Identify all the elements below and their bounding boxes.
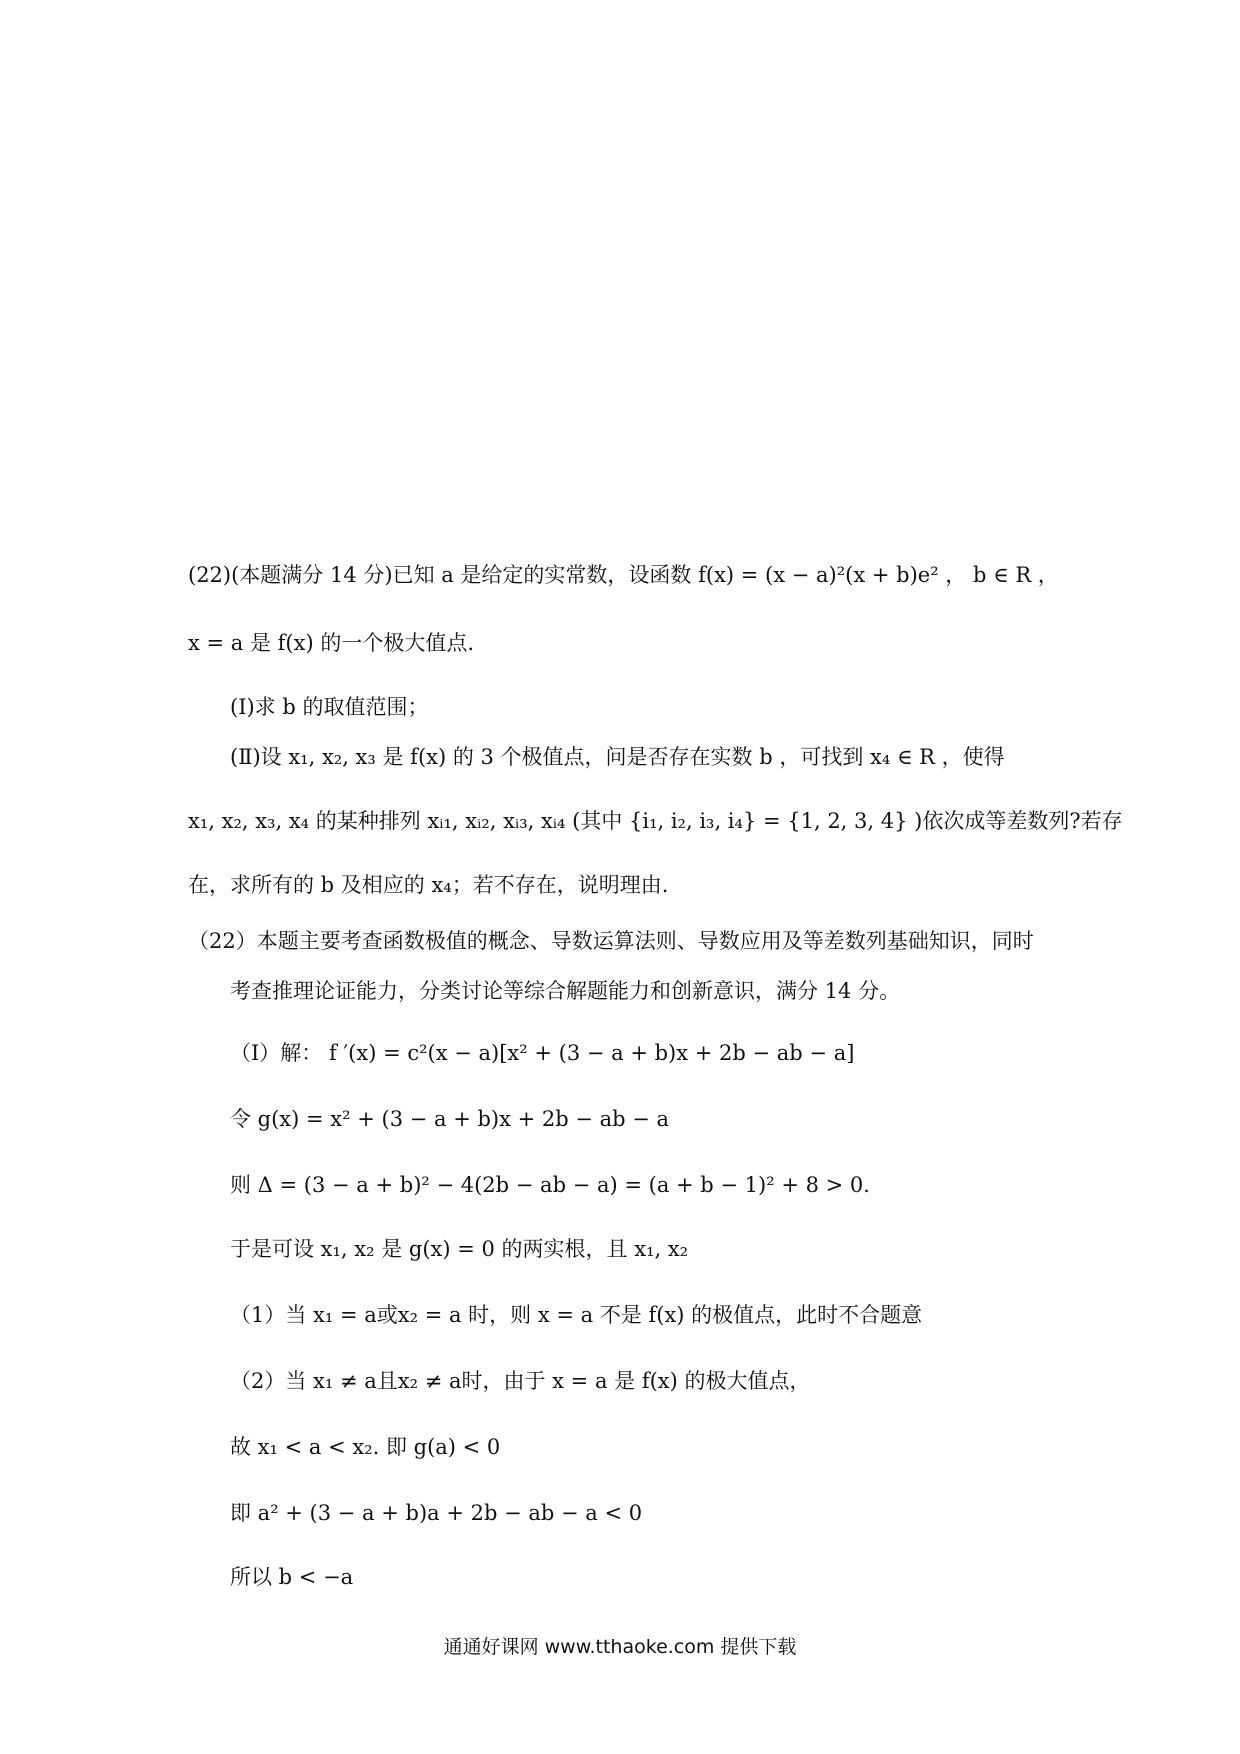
solution-intro-line-2: 考查推理论证能力，分类讨论等综合解题能力和创新意识，满分 14 分。 <box>230 979 901 1003</box>
solution-step-2: 令 g(x) = x² + (3 − a + b)x + 2b − ab − a <box>230 1107 670 1131</box>
solution-step-4: 于是可设 x₁, x₂ 是 g(x) = 0 的两实根，且 x₁, x₂ <box>230 1237 689 1261</box>
solution-step-3: 则 Δ = (3 − a + b)² − 4(2b − ab − a) = (a + b − 1)² + 8 > 0. <box>230 1173 870 1197</box>
solution-step-9: 所以 b < −a <box>230 1565 354 1589</box>
problem-part-2-line-3: 在，求所有的 b 及相应的 x₄；若不存在，说明理由. <box>188 873 669 897</box>
problem-part-2-line-2: x₁, x₂, x₃, x₄ 的某种排列 xᵢ₁, xᵢ₂, xᵢ₃, xᵢ₄ (其中 {i₁, i₂, i₃, i₄} = {1, 2, 3, 4} )依次成等差数列?若存 <box>188 809 1123 833</box>
problem-part-1: (Ⅰ)求 b 的取值范围； <box>230 695 429 719</box>
footer-credit: 通通好课网 www.tthaoke.com 提供下载 <box>443 1636 797 1658</box>
solution-step-5: （1）当 x₁ = a或x₂ = a 时，则 x = a 不是 f(x) 的极值点，此时不合题意 <box>230 1303 923 1327</box>
solution-intro-line-1: （22）本题主要考查函数极值的概念、导数运算法则、导数应用及等差数列基础知识，同时 <box>188 929 1034 953</box>
problem-line-2: x = a 是 f(x) 的一个极大值点. <box>188 631 475 655</box>
solution-step-8: 即 a² + (3 − a + b)a + 2b − ab − a < 0 <box>230 1501 643 1525</box>
solution-step-7: 故 x₁ < a < x₂. 即 g(a) < 0 <box>230 1435 501 1459</box>
solution-step-1: （Ⅰ）解： f ′(x) = c²(x − a)[x² + (3 − a + b)x + 2b − ab − a] <box>230 1041 855 1065</box>
solution-step-6: （2）当 x₁ ≠ a且x₂ ≠ a时，由于 x = a 是 f(x) 的极大值点， <box>230 1369 811 1393</box>
problem-line-1: (22)(本题满分 14 分)已知 a 是给定的实常数，设函数 f(x) = (x − a)²(x + b)e² ， b ∈ R ， <box>188 563 1059 587</box>
problem-part-2-line-1: (Ⅱ)设 x₁, x₂, x₃ 是 f(x) 的 3 个极值点，问是否存在实数 b ，可找到 x₄ ∈ R ，使得 <box>230 745 1005 769</box>
